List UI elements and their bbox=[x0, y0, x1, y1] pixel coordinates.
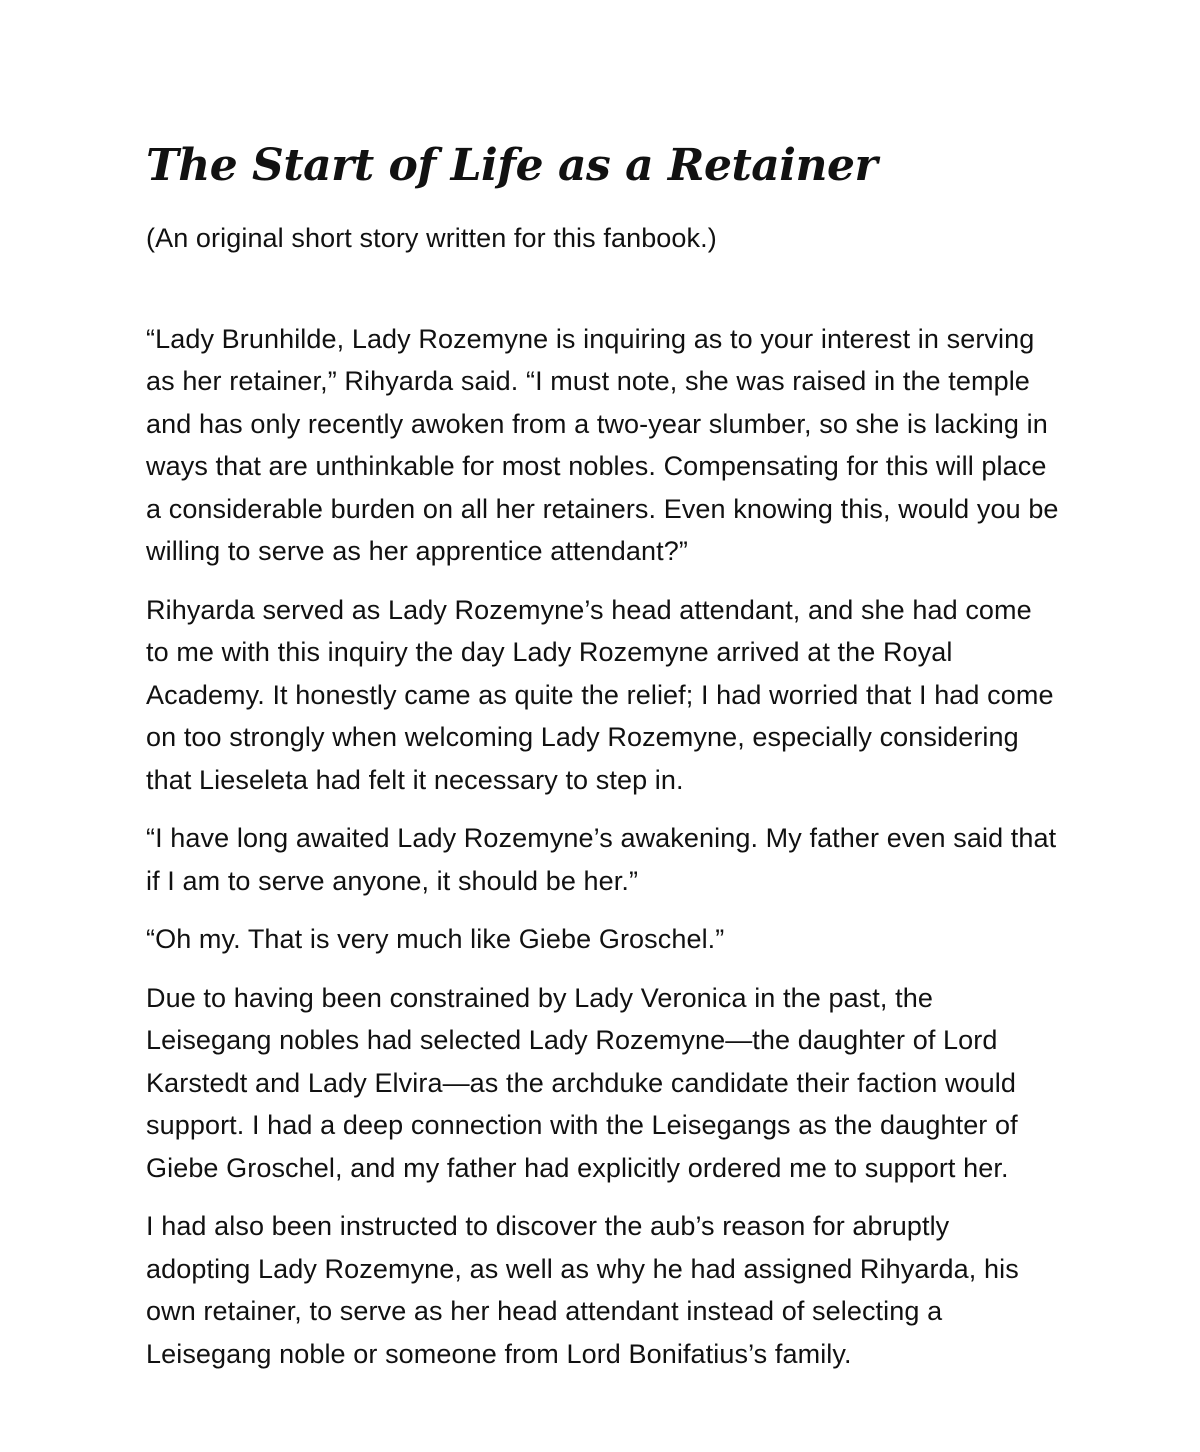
paragraph: I had also been instructed to discover the aub’s reason for abruptly adopting Lady Rozemyne, as well as why he had assigned Rihyarda, his own retainer, to serve as her head attendant instead of selecting a Leisegang noble or someone from Lord Bonifatius’s family. bbox=[146, 1211, 1019, 1369]
document-content bbox=[146, 140, 1060, 1391]
paragraph: Rihyarda served as Lady Rozemyne’s head attendant, and she had come to me with this inquiry the day Lady Rozemyne arrived at the Royal Academy. It honestly came as quite the relief; I had worried that I had come on too strongly when welcoming Lady Rozemyne, especially considering that Lieseleta had felt it necessary to step in. bbox=[146, 594, 1054, 795]
paragraph: “I have long awaited Lady Rozemyne’s awakening. My father even said that if I am to serve anyone, it should be her.” bbox=[146, 823, 1057, 896]
story-subtitle: (An original short story written for this fanbook.) bbox=[146, 222, 717, 253]
story-title: The Start of Life as a Retainer bbox=[146, 140, 878, 191]
story-body bbox=[146, 318, 1060, 1376]
paragraph: “Oh my. That is very much like Giebe Groschel.” bbox=[146, 924, 725, 955]
paragraph: “Lady Brunhilde, Lady Rozemyne is inquiring as to your interest in serving as her retainer,” Rihyarda said. “I must note, she was raised in the temple and has only recently awoken from a two-year slumber, so she is lacking in ways that are unthinkable for most nobles. Compensating for this will place a considerable burden on all her retainers. Even knowing this, would you be willing to serve as her apprentice attendant?” bbox=[146, 323, 1059, 567]
paragraph: Due to having been constrained by Lady Veronica in the past, the Leisegang nobles had selected Lady Rozemyne—the daughter of Lord Karstedt and Lady Elvira—as the archduke candidate their faction would support. I had a deep connection with the Leisegangs as the daughter of Giebe Groschel, and my father had explicitly ordered me to support her. bbox=[146, 982, 1018, 1183]
